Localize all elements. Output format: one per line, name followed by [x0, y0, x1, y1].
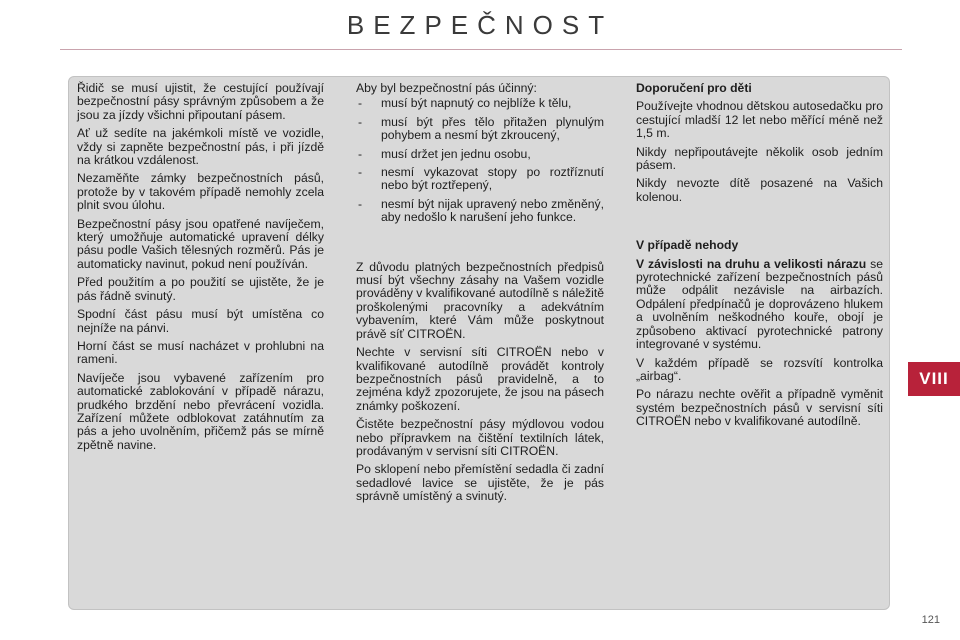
paragraph: V každém případě se rozsvítí kontrolka „airbag“. — [636, 355, 883, 383]
accident-lead-text: se pyrotechnické zařízení bezpečnostních pásů může odpálit nezávisle na airbazích. Odpálení předpínačů je doprovázeno hlukem a uvolněním neškodného kouře, obojí je způsobeno aktivací pyrotechnické patrony integrované v systému. — [636, 256, 883, 352]
paragraph: Po sklopení nebo přemístění sedadla či zadní sedadlové lavice se ujistěte, že je pás správně umístěný a svinutý. — [356, 462, 604, 504]
list-item-text: musí být napnutý co nejblíže k tělu, — [381, 96, 572, 111]
section-heading-children: Doporučení pro děti — [636, 81, 752, 95]
paragraph: Nikdy nepřipoutávejte několik osob jedním pásem. — [636, 144, 883, 173]
list-item-text: musí držet jen jednu osobu, — [381, 146, 531, 161]
list-intro: Aby byl bezpečnostní pás účinný: — [356, 81, 537, 95]
list-item — [356, 116, 604, 143]
column-right — [636, 82, 883, 434]
paragraph: Bezpečnostní pásy jsou opatřené navíječem, který umožňuje automatické upravení délky pásu podle Vašich tělesných rozměrů. Pás je automaticky navinut, pokud není používán. — [77, 216, 324, 271]
chapter-tab: VIII — [908, 362, 960, 396]
list-item — [356, 148, 604, 161]
paragraph: Řidič se musí ujistit, že cestující používají bezpečnostní pásy správným způsobem a že jsou za jízdy všichni připoutaní pásem. — [77, 81, 324, 122]
list-item-text: nesmí být nijak upravený nebo změněný, aby nedošlo k narušení jeho funkce. — [381, 196, 604, 225]
list-item — [356, 198, 604, 225]
paragraph: Spodní část pásu musí být umístěna co nejníže na pánvi. — [77, 307, 324, 335]
paragraph — [636, 258, 883, 352]
paragraph: Z důvodu platných bezpečnostních předpisů musí být všechny zásahy na Vašem vozidle prováděny v kvalifikované autodílně s náležitě proškolenými pracovníky a adekvátním vybavením, které Vám může poskytnout právě síť CITROËN. — [356, 259, 604, 341]
paragraph: Před použitím a po použití se ujistěte, že je pás řádně svinutý. — [77, 275, 324, 303]
paragraph: Používejte vhodnou dětskou autosedačku pro cestující mladší 12 let nebo měřící méně než 1,5 m. — [636, 99, 883, 141]
page-title: BEZPEČNOST — [346, 10, 614, 40]
paragraph: Nezaměňte zámky bezpečnostních pásů, protože by v takovém případě nemohly zcela plnit svou úlohu. — [77, 171, 324, 213]
list-item — [356, 97, 604, 110]
dash-marker: - — [358, 196, 363, 211]
paragraph: Po nárazu nechte ověřit a případně vyměnit systém bezpečnostních pásů v servisní síti CITROËN nebo v kvalifikované autodílně. — [636, 387, 883, 429]
paragraph: Nikdy nevozte dítě posazené na Vašich kolenou. — [636, 176, 883, 204]
dash-marker: - — [358, 165, 363, 180]
paragraph: Horní část se musí nacházet v prohlubni na rameni. — [77, 338, 324, 367]
accident-lead-bold: V závislosti na druhu a velikosti nárazu — [636, 256, 867, 271]
list-item — [356, 166, 604, 193]
paragraph: Čistěte bezpečnostní pásy mýdlovou vodou nebo přípravkem na čištění textilních látek, prodávaným v servisní síti CITROËN. — [356, 417, 604, 458]
dash-marker: - — [358, 96, 363, 111]
column-left — [77, 82, 324, 457]
dash-marker: - — [358, 114, 363, 129]
list-item-text: musí být přes tělo přitažen plynulým pohybem a nesmí být zkroucený, — [381, 114, 604, 143]
paragraph: Nechte v servisní síti CITROËN nebo v kvalifikované autodílně provádět kontroly bezpečnostních pásů pravidelně, a to zejména když zpozorujete, že jsou na pásech známky poškození. — [356, 345, 604, 413]
paragraph: Navíječe jsou vybavené zařízením pro automatické zablokování v případě nárazu, prudkého brzdění nebo převrácení vozidla. Zařízení můžete odblokovat zatáhnutím za pás a jeho uvolněním, přičemž pás se mírně zpětně navine. — [77, 370, 324, 452]
title-divider — [60, 49, 902, 50]
requirements-list — [356, 97, 604, 224]
list-item-text: nesmí vykazovat stopy po roztříznutí nebo být roztřepený, — [381, 165, 604, 193]
dash-marker: - — [358, 146, 363, 161]
page-number: 121 — [921, 614, 940, 626]
column-middle — [356, 82, 604, 509]
paragraph: Ať už sedíte na jakémkoli místě ve vozidle, vždy si zapněte bezpečnostní pás, i při jízdě na krátkou vzdálenost. — [77, 126, 324, 168]
section-heading-accident: V případě nehody — [636, 238, 739, 253]
